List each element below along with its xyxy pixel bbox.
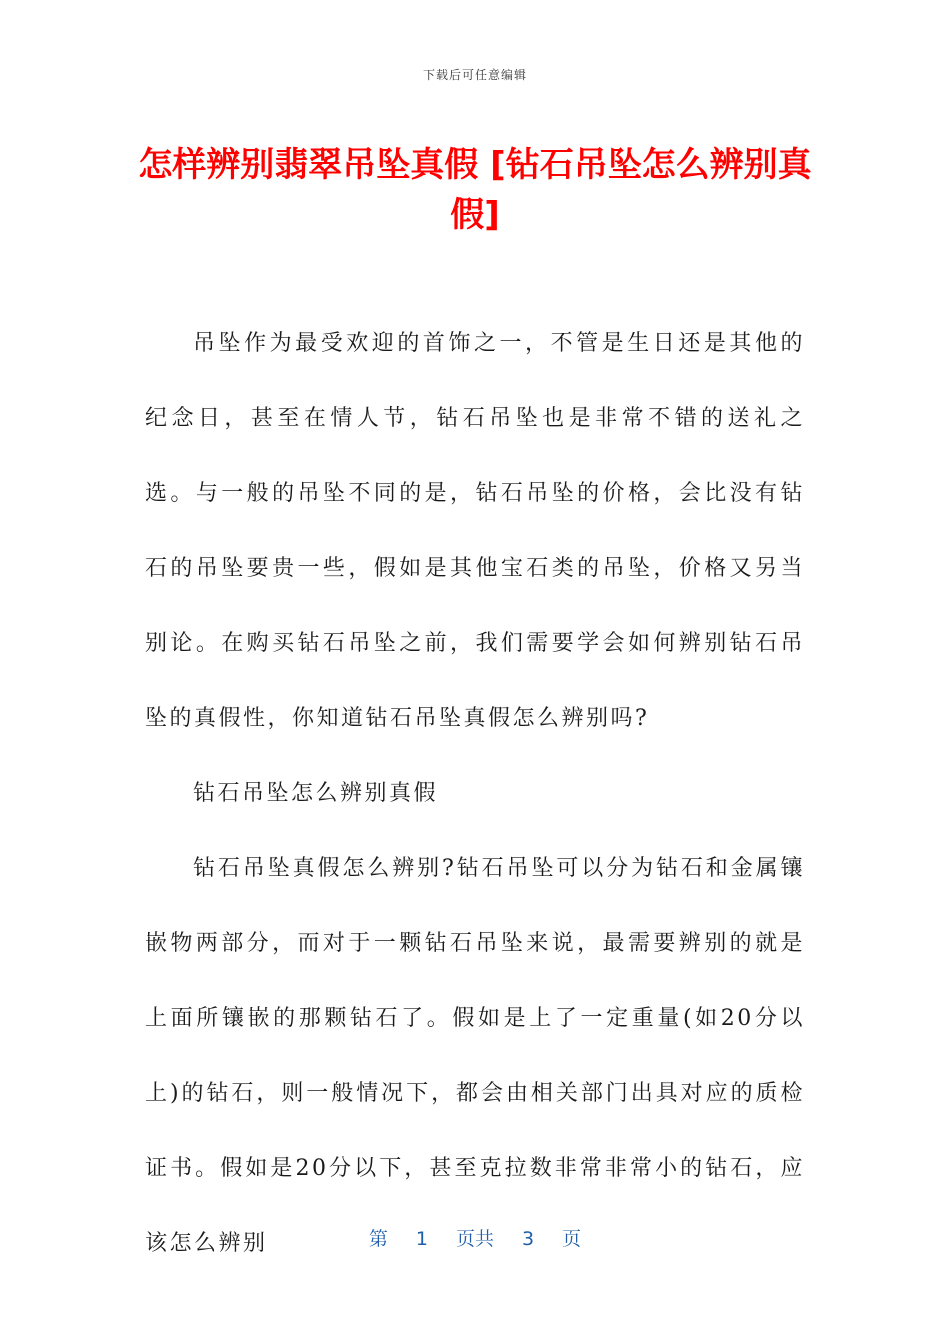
page-prefix: 第 bbox=[368, 1228, 388, 1250]
page-suffix: 页 bbox=[562, 1228, 582, 1250]
current-page-number: 1 bbox=[415, 1228, 428, 1250]
page-footer bbox=[0, 1224, 950, 1251]
document-body bbox=[145, 306, 805, 1281]
page-mid: 页共 bbox=[455, 1228, 494, 1250]
body-paragraph: 钻石吊坠真假怎么辨别?钻石吊坠可以分为钻石和金属镶嵌物两部分，而对于一颗钻石吊坠来说，最需要辨别的就是上面所镶嵌的那颗钻石了。假如是上了一定重量(如20分以上)的钻石，则一般情况下，都会由相关部门出具对应的质检证书。假如是20分以下，甚至克拉数非常非常小的钻石，应该怎么辨别 bbox=[145, 856, 805, 1256]
intro-paragraph: 吊坠作为最受欢迎的首饰之一，不管是生日还是其他的纪念日，甚至在情人节，钻石吊坠也是非常不错的送礼之选。与一般的吊坠不同的是，钻石吊坠的价格，会比没有钻石的吊坠要贵一些，假如是其他宝石类的吊坠，价格又另当别论。在购买钻石吊坠之前，我们需要学会如何辨别钻石吊坠的真假性，你知道钻石吊坠真假怎么辨别吗? bbox=[145, 331, 805, 731]
total-pages-number: 3 bbox=[522, 1228, 535, 1250]
section-heading: 钻石吊坠怎么辨别真假 bbox=[193, 781, 439, 806]
document-title: 怎样辨别翡翠吊坠真假 [钻石吊坠怎么辨别真假] bbox=[138, 145, 812, 235]
header-note: 下载后可任意编辑 bbox=[422, 68, 527, 82]
